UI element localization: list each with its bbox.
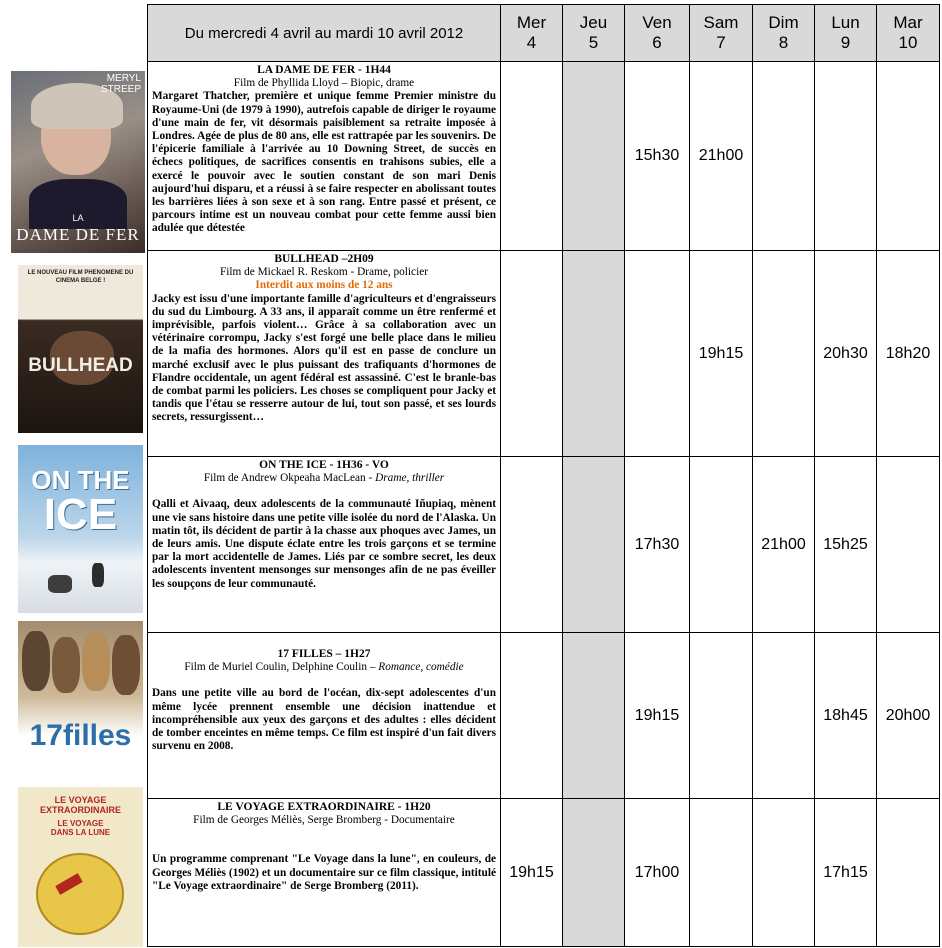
film-genre: Romance, comédie [378, 661, 464, 674]
showtime: 18h45 [815, 633, 877, 799]
showtime: 17h15 [815, 799, 877, 947]
day-header-ven: Ven 6 [625, 5, 690, 62]
poster-on-the-ice [18, 445, 143, 613]
film-row [148, 633, 940, 799]
showtime: 20h30 [815, 251, 877, 457]
showtime [501, 62, 563, 251]
film-row [148, 457, 940, 633]
poster-tagline: LE NOUVEAU FILM PHENOMENE DU CINEMA BELGE ! [27, 270, 134, 284]
film-credit: Film de Phyllida Lloyd – Biopic, drame [233, 77, 415, 90]
girl-shape [52, 637, 80, 693]
showtime: 17h00 [625, 799, 690, 947]
poster-le-voyage-extraordinaire [18, 787, 143, 947]
poster-small-text: LA [72, 213, 84, 223]
film-synopsis: Qalli et Aivaaq, deux adolescents de la communauté Iñupiaq, mènent une vie sans histoire dans une petite ville isolée du nord de l'Alaska. Un matin tôt, ils décident de partir à la chasse aux phoques avec James, un de leurs amis. Une dispute éclate entre les trois garçons et se termine par la mort accidentelle de James. Liés par ce sombre secret, les deux adolescents inventent mensonges sur mensonges afin de ne pas éveiller les soupçons de leur communauté. [152, 498, 496, 590]
film-description [148, 633, 501, 799]
showtime [501, 633, 563, 799]
showtime [501, 251, 563, 457]
film-credit: Film de Georges Méliès, Serge Bromberg - Documentaire [193, 814, 455, 827]
poster-title: LE VOYAGE EXTRAORDINAIRE [39, 795, 121, 815]
film-row [148, 799, 940, 947]
showtime [753, 251, 815, 457]
film-description [148, 251, 501, 457]
film-synopsis: Un programme comprenant "Le Voyage dans la lune", en couleurs, de Georges Méliès (1902) et un documentaire sur ce film classique, intitulé "Le Voyage extraordinaire" de Serge Bromberg (2011). [152, 853, 496, 892]
film-credit: Film de Muriel Coulin, Delphine Coulin – Romance, comédie [184, 661, 464, 674]
date-range: Du mercredi 4 avril au mardi 10 avril 2012 [148, 5, 501, 62]
showtime: 20h00 [877, 633, 940, 799]
showtime: 21h00 [753, 457, 815, 633]
film-row [148, 251, 940, 457]
showtime: 19h15 [501, 799, 563, 947]
showtime: 17h30 [625, 457, 690, 633]
film-title: LA DAME DE FER - 1H44 [257, 64, 391, 76]
day-header-mar: Mar 10 [877, 5, 940, 62]
girl-shape [22, 631, 50, 691]
film-genre: Drame, thriller [375, 472, 445, 485]
poster-title: DAME DE FER [16, 225, 140, 244]
film-synopsis: Jacky est issu d'une importante famille d'agriculteurs et d'engraisseurs du sud du Limbourg. A 33 ans, il apparaît comme un être renfermé et imprévisible, parfois violent… Grâce à sa collaboration avec un vétérinaire corrompu, Jacky s'est forgé une belle place dans le milieu de la mafia des hormones. Alors qu'il est en passe de conclure un marché exclusif avec le plus puissant des trafiquants d'hormones de Flandre occidentale, un agent fédéral est assassiné. C'est le branle-bas de combat parmi les policiers. Les choses se compliquent pour Jacky et tandis que l'étau se resserre autour de lui, tout son passé, et ses lourds secrets, ressurgissent… [152, 292, 496, 424]
showtime [563, 251, 625, 457]
poster-subtitle: LE VOYAGE DANS LA LUNE [50, 819, 111, 837]
poster-la-dame-de-fer [11, 71, 145, 253]
showtime [563, 799, 625, 947]
header-row [148, 5, 940, 62]
age-warning: Interdit aux moins de 12 ans [255, 279, 393, 292]
poster-actor-name: MERYL STREEP [100, 73, 141, 95]
showtime [690, 799, 753, 947]
showtime [753, 62, 815, 251]
showtime: 15h30 [625, 62, 690, 251]
showtime [563, 62, 625, 251]
film-title: BULLHEAD –2H09 [274, 253, 374, 265]
showtime: 19h15 [690, 251, 753, 457]
poster-title: ON THE ICE [31, 465, 130, 539]
programme-table [147, 4, 940, 947]
film-description [148, 457, 501, 633]
showtime [877, 457, 940, 633]
moon-shape [36, 853, 124, 935]
showtime [815, 62, 877, 251]
showtime [625, 251, 690, 457]
showtime [690, 457, 753, 633]
day-header-lun: Lun 9 [815, 5, 877, 62]
film-synopsis: Margaret Thatcher, première et unique femme Premier ministre du Royaume-Uni (de 1979 à 1990), autrefois capable de diriger le royaume d'une main de fer, vit désormais paisiblement sa retraite imposée à Londres. Agée de plus de 80 ans, elle est rattrapée par les souvenirs. De l'épicerie familiale à l'arrivée au 10 Downing Street, de succès en échecs politiques, de sacrifices consentis en trahisons subies, elle a exercé le pouvoir avec le soutien constant de son mari Denis aujourd'hui disparu, et a réussi à se faire respecter en abolissant toutes les barrières liées à son sexe et à son rang. Entre passé et présent, ce parcours intime est un nouveau combat pour cette femme aussi bien adulée que détestée [152, 90, 496, 235]
figure-shape [92, 563, 104, 587]
showtime: 21h00 [690, 62, 753, 251]
film-title: LE VOYAGE EXTRAORDINAIRE - 1H20 [217, 801, 431, 813]
showtime [753, 633, 815, 799]
showtime: 19h15 [625, 633, 690, 799]
poster-title: 17filles [29, 719, 132, 752]
day-header-sam: Sam 7 [690, 5, 753, 62]
showtime [690, 633, 753, 799]
showtime [501, 457, 563, 633]
film-description [148, 62, 501, 251]
film-credit: Film de Andrew Okpeaha MacLean - Drame, thriller [203, 472, 445, 485]
showtime [877, 799, 940, 947]
day-header-jeu: Jeu 5 [563, 5, 625, 62]
girl-shape [82, 633, 110, 691]
showtime [563, 633, 625, 799]
film-title: 17 FILLES – 1H27 [277, 648, 371, 660]
showtime: 15h25 [815, 457, 877, 633]
figure-shape [48, 575, 72, 593]
showtime [563, 457, 625, 633]
poster-title: BULLHEAD [28, 355, 133, 376]
showtime [753, 799, 815, 947]
showtime [877, 62, 940, 251]
showtime: 18h20 [877, 251, 940, 457]
day-header-dim: Dim 8 [753, 5, 815, 62]
film-credit: Film de Mickael R. Reskom - Drame, policier [219, 266, 428, 279]
film-row [148, 62, 940, 251]
poster-bullhead [18, 265, 143, 433]
film-description [148, 799, 501, 947]
day-header-mer: Mer 4 [501, 5, 563, 62]
film-title: ON THE ICE - 1H36 - VO [259, 459, 389, 471]
girl-shape [112, 635, 140, 695]
poster-17-filles [18, 621, 143, 786]
film-synopsis: Dans une petite ville au bord de l'océan, dix-sept adolescentes d'un même lycée prennent ensemble une décision inattendue et incompréhensible aux yeux des garçons et des adultes : elles décident de tomber enceintes en même temps. Ce film est inspiré d'un fait divers survenu en 2008. [152, 687, 496, 753]
